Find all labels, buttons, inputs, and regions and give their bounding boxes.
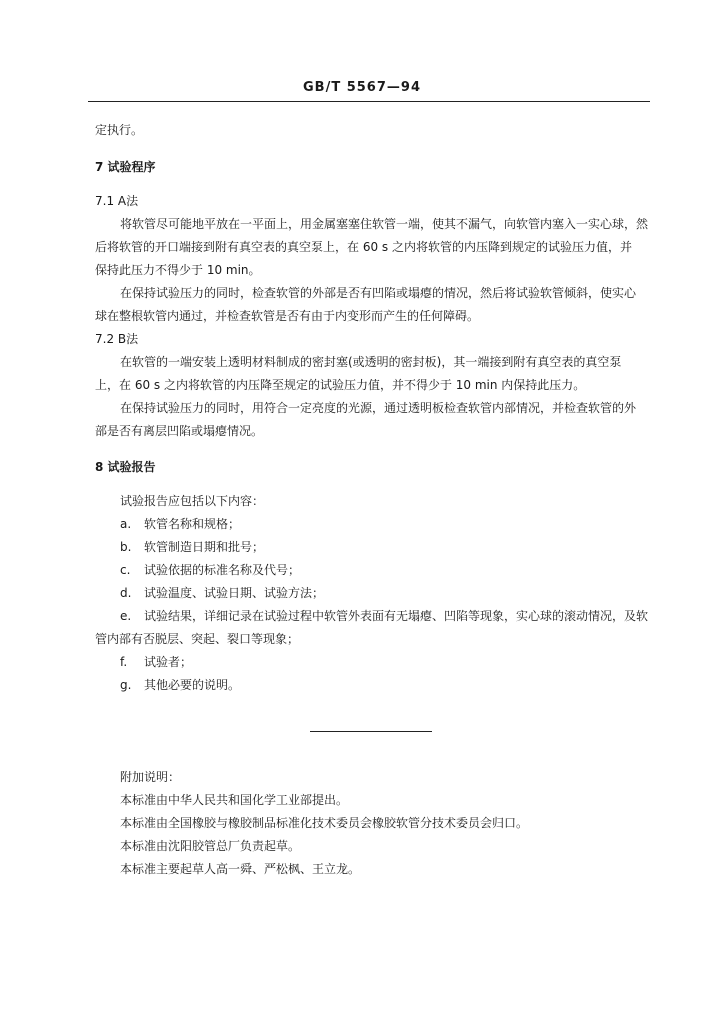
note-line: 本标准由中华人民共和国化学工业部提出。 — [120, 793, 349, 807]
list-item — [120, 653, 648, 671]
paragraph-line: 上，在 60 s 之内将软管的内压降至规定的试验压力值，并不得少于 10 min 内保持此压力。 — [95, 378, 586, 392]
list-item-continuation: 管内部有否脱层、突起、裂口等现象； — [95, 632, 300, 646]
list-item-text: 试验温度、试验日期、试验方法； — [144, 586, 325, 600]
list-item — [120, 607, 648, 625]
list-item-text: 软管制造日期和批号； — [144, 540, 265, 554]
subsection-7-2-heading: 7.2 B法 — [95, 332, 139, 346]
note-line: 本标准主要起草人高一舜、严松枫、王立龙。 — [120, 862, 361, 876]
note-line: 本标准由全国橡胶与橡胶制品标准化技术委员会橡胶软管分技术委员会归口。 — [120, 816, 529, 830]
list-marker: c. — [120, 563, 131, 577]
paragraph-line: 部是否有离层凹陷或塌瘪情况。 — [95, 424, 264, 438]
paragraph-line: 将软管尽可能地平放在一平面上，用金属塞塞住软管一端，使其不漏气，向软管内塞入一实心球，然 — [120, 217, 649, 231]
list-marker: g. — [120, 678, 132, 692]
list-item — [120, 538, 648, 556]
list-item — [120, 676, 648, 694]
page-header-code: GB/T 5567—94 — [303, 80, 421, 95]
list-item-text: 软管名称和规格； — [144, 517, 241, 531]
paragraph-line: 在软管的一端安装上透明材料制成的密封塞(或透明的密封板)，其一端接到附有真空表的真空泵 — [120, 355, 622, 369]
header-rule — [88, 101, 650, 102]
list-marker: b. — [120, 540, 132, 554]
paragraph-line: 在保持试验压力的同时，用符合一定亮度的光源，通过透明板检查软管内部情况，并检查软管的外 — [120, 401, 637, 415]
list-marker: d. — [120, 586, 132, 600]
list-item — [120, 584, 648, 602]
paragraph-line: 后将软管的开口端接到附有真空表的真空泵上，在 60 s 之内将软管的内压降到规定的试验压力值，并 — [95, 240, 632, 254]
note-line: 本标准由沈阳胶管总厂负责起草。 — [120, 839, 301, 853]
report-intro: 试验报告应包括以下内容： — [120, 494, 265, 508]
section-7-heading: 7 试验程序 — [95, 160, 156, 174]
list-item-text: 试验者； — [144, 655, 193, 669]
list-marker: a. — [120, 517, 132, 531]
list-item-text: 试验结果，详细记录在试验过程中软管外表面有无塌瘪、凹陷等现象，实心球的滚动情况，及软 — [144, 609, 649, 623]
paragraph-line: 保持此压力不得少于 10 min。 — [95, 263, 261, 277]
list-item — [120, 515, 648, 533]
list-item-text: 其他必要的说明。 — [144, 678, 241, 692]
list-item — [120, 561, 648, 579]
paragraph-line: 球在整根软管内通过，并检查软管是否有由于内变形而产生的任何障碍。 — [95, 309, 480, 323]
continuation-line: 定执行。 — [95, 123, 144, 137]
list-item-text: 试验依据的标准名称及代号； — [144, 563, 301, 577]
additional-notes-title: 附加说明： — [120, 770, 181, 784]
section-8-heading: 8 试验报告 — [95, 460, 156, 474]
list-marker: e. — [120, 609, 132, 623]
section-separator-rule — [310, 731, 432, 732]
paragraph-line: 在保持试验压力的同时，检查软管的外部是否有凹陷或塌瘪的情况，然后将试验软管倾斜，使实心 — [120, 286, 637, 300]
subsection-7-1-heading: 7.1 A法 — [95, 194, 139, 208]
list-marker: f. — [120, 655, 128, 669]
